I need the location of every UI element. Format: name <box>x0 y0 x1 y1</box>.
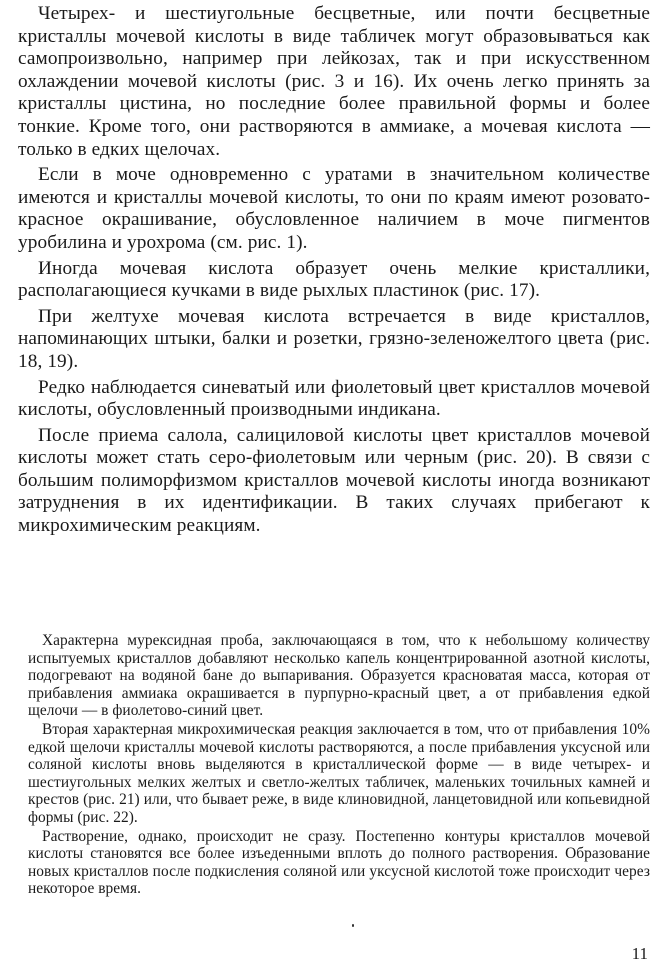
main-paragraph-1: Четырех- и шестиугольные бесцветные, или почти бесцветные кристаллы мочевой кислоты в виде табличек могут образовываться как самопроизвольно, например при лейкозах, так и при искусственном охлаждении мочевой кислоты (рис. 3 и 16). Их очень легко принять за кристаллы цистина, но последние более правильной формы и более тонкие. Кроме того, они растворяются в аммиаке, а мочевая кислота — только в едких щелочах. <box>18 3 650 160</box>
main-paragraph-6: После приема салола, салициловой кислоты цвет кристаллов мочевой кислоты может стать серо-фиолетовым или черным (рис. 20). В связи с большим полиморфизмом кристаллов мочевой кислоты иногда возникают затруднения в их идентификации. В таких случаях прибегают к микрохимическим реакциям. <box>18 424 650 537</box>
main-paragraph-4: При желтухе мочевая кислота встречается в виде кристаллов, напоминающих штыки, балки и розетки, грязно-зеленожелтого цвета (рис. 18, 19). <box>18 305 650 372</box>
page-number: 11 <box>631 944 648 963</box>
small-paragraph-3: Растворение, однако, происходит не сразу. Постепенно контуры кристаллов мочевой кислоты становятся все более изъеденными вплоть до полного растворения. Образование новых кристаллов после подкисления соляной или уксусной кислотой тоже происходит через некоторое время. <box>28 827 650 898</box>
small-paragraph-1: Характерна мурексидная проба, заключающаяся в том, что к небольшому количеству испытуемых кристаллов добавляют несколько капель концентрированной азотной кислоты, подогревают на водяной бане до выпаривания. Образуется красноватая масса, которая от прибавления аммиака окрашивается в пурпурно-красный цвет, а от прибавления едкой щелочи — в фиолетово-синий цвет. <box>28 632 650 720</box>
small-paragraph-2: Вторая характерная микрохимическая реакция заключается в том, что от прибавления 10% едкой щелочи кристаллы мочевой кислоты растворяются, а после прибавления уксусной или соляной кислоты вновь выделяются в кристаллической форме — в виде четырех- и шестиугольных мелких желтых и светло-желтых табличек, маленьких точильных камней и крестов (рис. 21) или, что бывает реже, в виде клиновидной, ланцетовидной или копьевидной формы (рис. 22). <box>28 720 650 826</box>
small-print-block <box>28 632 650 898</box>
main-paragraph-5: Редко наблюдается синеватый или фиолетовый цвет кристаллов мочевой кислоты, обусловленный производными индикана. <box>18 376 650 421</box>
main-paragraph-2: Если в моче одновременно с уратами в значительном количестве имеются и кристаллы мочевой кислоты, то они по краям имеют розовато-красное окрашивание, обусловленное наличием в моче пигментов уробилина и урохрома (см. рис. 1). <box>18 164 650 253</box>
main-paragraph-3: Иногда мочевая кислота образует очень мелкие кристаллики, располагающиеся кучками в виде рыхлых пластинок (рис. 17). <box>18 257 650 302</box>
main-text-block <box>18 3 650 538</box>
print-speck <box>352 924 354 927</box>
